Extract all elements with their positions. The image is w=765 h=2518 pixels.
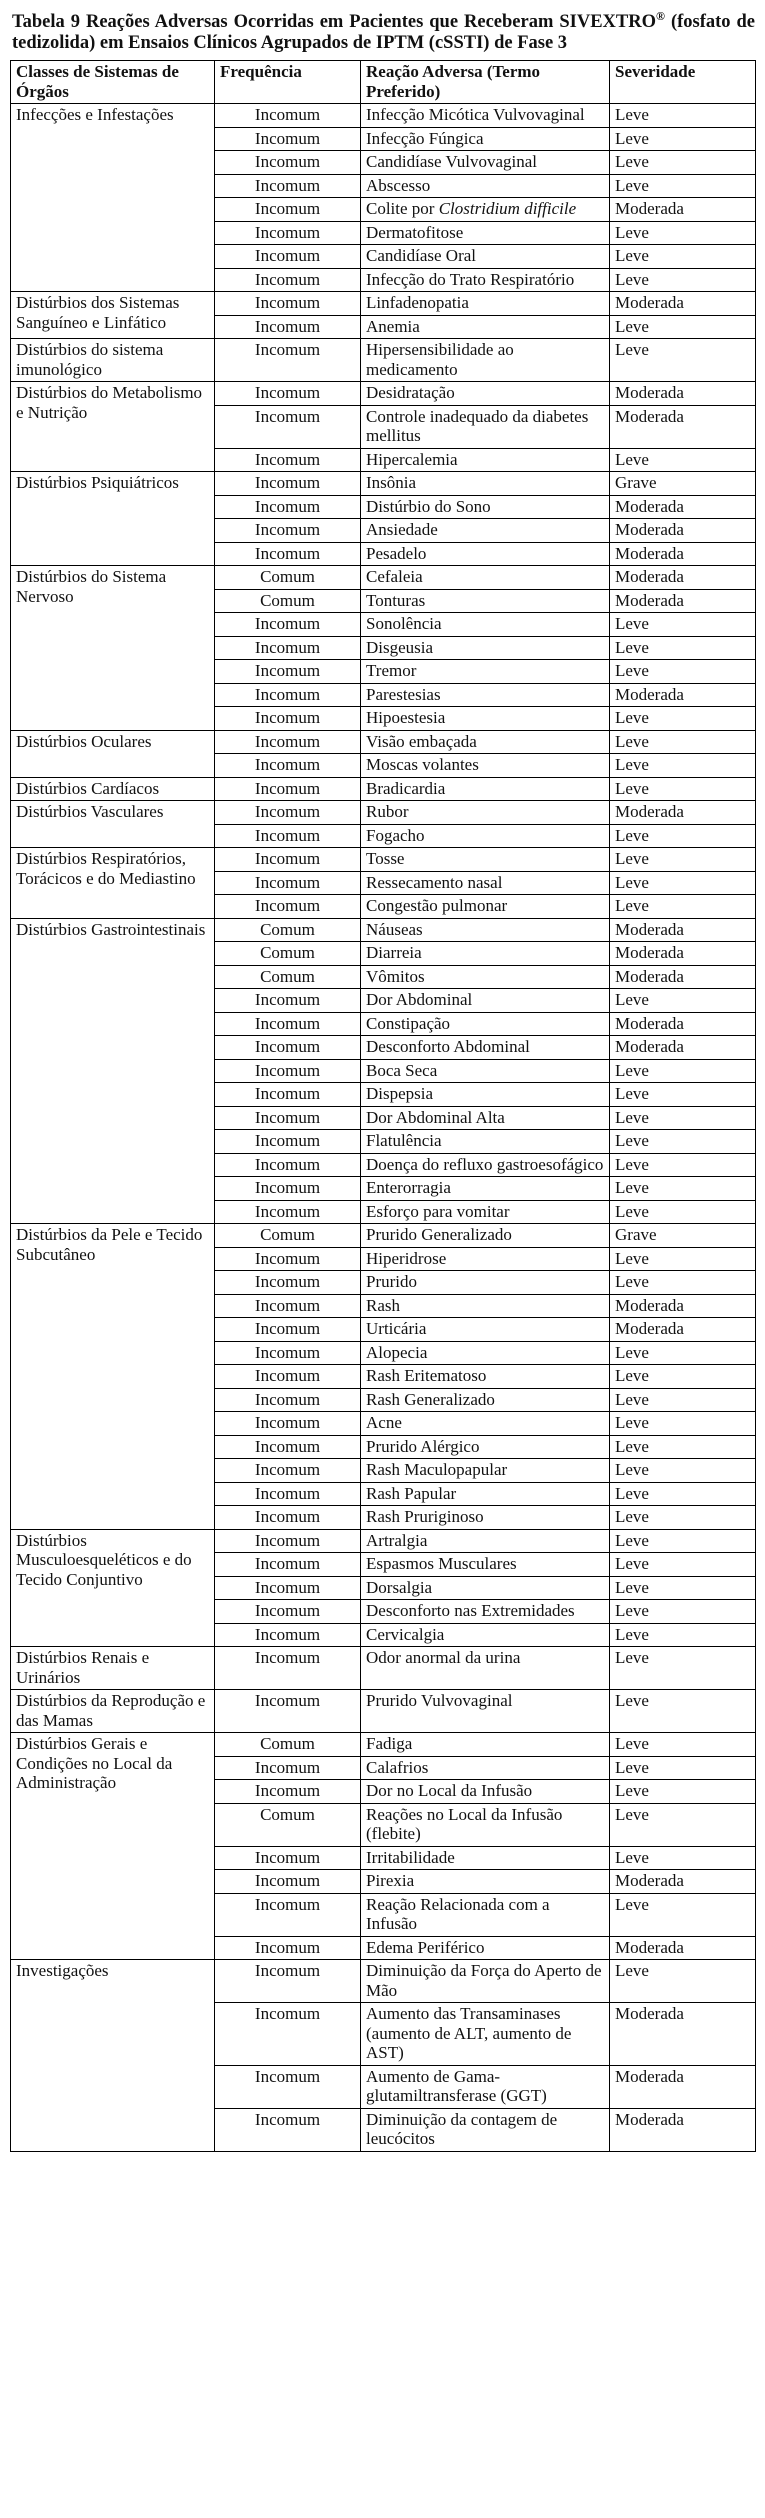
organ-class-cell: Infecções e Infestações <box>11 104 215 292</box>
severity-cell: Moderada <box>610 198 756 222</box>
severity-cell: Leve <box>610 613 756 637</box>
frequency-cell: Incomum <box>215 495 361 519</box>
reaction-cell: Reações no Local da Infusão (flebite) <box>361 1803 610 1846</box>
frequency-cell: Incomum <box>215 613 361 637</box>
severity-cell: Leve <box>610 1435 756 1459</box>
frequency-cell: Incomum <box>215 707 361 731</box>
reaction-cell: Hipersensibilidade ao medicamento <box>361 339 610 382</box>
table-row <box>11 382 756 406</box>
reaction-cell: Boca Seca <box>361 1059 610 1083</box>
header-organ-class: Classes de Sistemas de Órgãos <box>11 61 215 104</box>
table-caption <box>12 6 755 54</box>
frequency-cell: Incomum <box>215 1893 361 1936</box>
reaction-cell: Infecção do Trato Respiratório <box>361 268 610 292</box>
severity-cell: Moderada <box>610 1870 756 1894</box>
frequency-cell: Incomum <box>215 198 361 222</box>
reaction-cell: Enterorragia <box>361 1177 610 1201</box>
severity-cell: Leve <box>610 989 756 1013</box>
severity-cell: Leve <box>610 1083 756 1107</box>
organ-class-cell: Distúrbios Gerais e Condições no Local da Administração <box>11 1733 215 1960</box>
severity-cell: Leve <box>610 730 756 754</box>
reaction-cell <box>361 198 610 222</box>
severity-cell: Moderada <box>610 382 756 406</box>
reaction-cell: Hipercalemia <box>361 448 610 472</box>
reaction-cell: Urticária <box>361 1318 610 1342</box>
frequency-cell: Incomum <box>215 245 361 269</box>
reaction-cell: Aumento das Transaminases (aumento de ALT, aumento de AST) <box>361 2003 610 2066</box>
severity-cell: Leve <box>610 895 756 919</box>
reaction-cell: Esforço para vomitar <box>361 1200 610 1224</box>
frequency-cell: Incomum <box>215 151 361 175</box>
reaction-cell: Diminuição da contagem de leucócitos <box>361 2108 610 2151</box>
frequency-cell: Incomum <box>215 1870 361 1894</box>
severity-cell: Leve <box>610 1365 756 1389</box>
reaction-cell: Ansiedade <box>361 519 610 543</box>
frequency-cell: Incomum <box>215 1412 361 1436</box>
frequency-cell: Incomum <box>215 989 361 1013</box>
table-row <box>11 1647 756 1690</box>
severity-cell: Leve <box>610 1482 756 1506</box>
reaction-cell: Desidratação <box>361 382 610 406</box>
organ-class-cell: Distúrbios da Reprodução e das Mamas <box>11 1690 215 1733</box>
frequency-cell: Incomum <box>215 1341 361 1365</box>
reaction-text: Colite por <box>366 199 435 219</box>
severity-cell: Moderada <box>610 2108 756 2151</box>
severity-cell: Leve <box>610 1106 756 1130</box>
reaction-cell: Prurido Generalizado <box>361 1224 610 1248</box>
frequency-cell: Incomum <box>215 636 361 660</box>
frequency-cell: Incomum <box>215 472 361 496</box>
reaction-cell: Linfadenopatia <box>361 292 610 316</box>
frequency-cell: Incomum <box>215 777 361 801</box>
severity-cell: Leve <box>610 1803 756 1846</box>
table-row <box>11 339 756 382</box>
severity-cell: Leve <box>610 1130 756 1154</box>
registered-mark: ® <box>655 9 665 23</box>
reaction-cell: Aumento de Gama-glutamiltransferase (GGT) <box>361 2065 610 2108</box>
reaction-cell: Rash Eritematoso <box>361 1365 610 1389</box>
reaction-cell: Desconforto nas Extremidades <box>361 1600 610 1624</box>
reaction-cell: Cefaleia <box>361 566 610 590</box>
severity-cell: Leve <box>610 824 756 848</box>
frequency-cell: Incomum <box>215 1294 361 1318</box>
frequency-cell: Incomum <box>215 382 361 406</box>
reaction-cell: Prurido Vulvovaginal <box>361 1690 610 1733</box>
reaction-cell: Constipação <box>361 1012 610 1036</box>
reaction-cell: Edema Periférico <box>361 1936 610 1960</box>
severity-cell: Moderada <box>610 2003 756 2066</box>
table-row <box>11 730 756 754</box>
severity-cell: Leve <box>610 1846 756 1870</box>
adverse-reactions-table <box>10 60 756 2152</box>
reaction-cell: Artralgia <box>361 1529 610 1553</box>
severity-cell: Leve <box>610 1733 756 1757</box>
reaction-cell: Dor no Local da Infusão <box>361 1780 610 1804</box>
severity-cell: Moderada <box>610 2065 756 2108</box>
reaction-cell: Cervicalgia <box>361 1623 610 1647</box>
frequency-cell: Incomum <box>215 1623 361 1647</box>
frequency-cell: Incomum <box>215 1059 361 1083</box>
severity-cell: Moderada <box>610 965 756 989</box>
severity-cell: Moderada <box>610 1036 756 1060</box>
frequency-cell: Incomum <box>215 1130 361 1154</box>
frequency-cell: Incomum <box>215 1553 361 1577</box>
severity-cell: Moderada <box>610 1012 756 1036</box>
severity-cell: Moderada <box>610 918 756 942</box>
severity-cell: Moderada <box>610 405 756 448</box>
reaction-cell: Náuseas <box>361 918 610 942</box>
frequency-cell: Incomum <box>215 801 361 825</box>
frequency-cell: Comum <box>215 965 361 989</box>
severity-cell: Leve <box>610 315 756 339</box>
severity-cell: Leve <box>610 1059 756 1083</box>
reaction-cell: Candidíase Oral <box>361 245 610 269</box>
frequency-cell: Incomum <box>215 1459 361 1483</box>
organ-class-cell: Distúrbios Gastrointestinais <box>11 918 215 1224</box>
frequency-cell: Incomum <box>215 1200 361 1224</box>
frequency-cell: Incomum <box>215 1271 361 1295</box>
severity-cell: Leve <box>610 1388 756 1412</box>
frequency-cell: Incomum <box>215 2108 361 2151</box>
frequency-cell: Comum <box>215 918 361 942</box>
frequency-cell: Incomum <box>215 1012 361 1036</box>
severity-cell: Moderada <box>610 589 756 613</box>
severity-cell: Leve <box>610 660 756 684</box>
reaction-cell: Disgeusia <box>361 636 610 660</box>
reaction-cell: Dor Abdominal Alta <box>361 1106 610 1130</box>
frequency-cell: Incomum <box>215 895 361 919</box>
reaction-cell: Ressecamento nasal <box>361 871 610 895</box>
organ-class-cell: Distúrbios Cardíacos <box>11 777 215 801</box>
reaction-cell: Tonturas <box>361 589 610 613</box>
severity-cell: Leve <box>610 1459 756 1483</box>
frequency-cell: Incomum <box>215 1506 361 1530</box>
reaction-cell: Fadiga <box>361 1733 610 1757</box>
severity-cell: Leve <box>610 707 756 731</box>
table-row <box>11 1690 756 1733</box>
organ-class-cell: Distúrbios Psiquiátricos <box>11 472 215 566</box>
header-frequency: Frequência <box>215 61 361 104</box>
reaction-cell: Rash Papular <box>361 1482 610 1506</box>
frequency-cell: Incomum <box>215 2003 361 2066</box>
frequency-cell: Incomum <box>215 1960 361 2003</box>
reaction-cell: Pesadelo <box>361 542 610 566</box>
table-row <box>11 1733 756 1757</box>
reaction-cell: Controle inadequado da diabetes mellitus <box>361 405 610 448</box>
reaction-cell: Desconforto Abdominal <box>361 1036 610 1060</box>
reaction-cell: Calafrios <box>361 1756 610 1780</box>
reaction-cell: Tremor <box>361 660 610 684</box>
reaction-cell: Hiperidrose <box>361 1247 610 1271</box>
reaction-cell: Alopecia <box>361 1341 610 1365</box>
severity-cell: Moderada <box>610 519 756 543</box>
frequency-cell: Incomum <box>215 1388 361 1412</box>
severity-cell: Leve <box>610 1893 756 1936</box>
reaction-cell: Moscas volantes <box>361 754 610 778</box>
reaction-cell: Rubor <box>361 801 610 825</box>
reaction-cell: Irritabilidade <box>361 1846 610 1870</box>
severity-cell: Leve <box>610 848 756 872</box>
frequency-cell: Incomum <box>215 660 361 684</box>
reaction-cell: Pirexia <box>361 1870 610 1894</box>
organ-class-cell: Distúrbios do Metabolismo e Nutrição <box>11 382 215 472</box>
organ-class-cell: Distúrbios do sistema imunológico <box>11 339 215 382</box>
reaction-cell: Distúrbio do Sono <box>361 495 610 519</box>
reaction-cell: Dermatofitose <box>361 221 610 245</box>
frequency-cell: Incomum <box>215 2065 361 2108</box>
frequency-cell: Incomum <box>215 221 361 245</box>
severity-cell: Leve <box>610 104 756 128</box>
reaction-cell: Insônia <box>361 472 610 496</box>
severity-cell: Moderada <box>610 292 756 316</box>
reaction-cell: Doença do refluxo gastroesofágico <box>361 1153 610 1177</box>
reaction-cell: Abscesso <box>361 174 610 198</box>
reaction-cell: Anemia <box>361 315 610 339</box>
severity-cell: Leve <box>610 221 756 245</box>
table-row <box>11 472 756 496</box>
severity-cell: Leve <box>610 268 756 292</box>
severity-cell: Moderada <box>610 542 756 566</box>
reaction-cell: Dor Abdominal <box>361 989 610 1013</box>
reaction-cell: Infecção Micótica Vulvovaginal <box>361 104 610 128</box>
table-row <box>11 1529 756 1553</box>
frequency-cell: Incomum <box>215 730 361 754</box>
frequency-cell: Incomum <box>215 1083 361 1107</box>
header-row <box>11 61 756 104</box>
frequency-cell: Incomum <box>215 1529 361 1553</box>
frequency-cell: Comum <box>215 566 361 590</box>
frequency-cell: Incomum <box>215 542 361 566</box>
frequency-cell: Incomum <box>215 1936 361 1960</box>
severity-cell: Leve <box>610 1271 756 1295</box>
frequency-cell: Incomum <box>215 1780 361 1804</box>
organ-class-cell: Distúrbios Oculares <box>11 730 215 777</box>
frequency-cell: Incomum <box>215 848 361 872</box>
organ-class-cell: Distúrbios Respiratórios, Torácicos e do Mediastino <box>11 848 215 919</box>
severity-cell: Moderada <box>610 1936 756 1960</box>
reaction-cell: Odor anormal da urina <box>361 1647 610 1690</box>
reaction-cell: Dispepsia <box>361 1083 610 1107</box>
severity-cell: Leve <box>610 174 756 198</box>
reaction-cell: Reação Relacionada com a Infusão <box>361 1893 610 1936</box>
header-reaction: Reação Adversa (Termo Preferido) <box>361 61 610 104</box>
severity-cell: Grave <box>610 472 756 496</box>
reaction-cell: Visão embaçada <box>361 730 610 754</box>
severity-cell: Leve <box>610 1529 756 1553</box>
severity-cell: Leve <box>610 1647 756 1690</box>
frequency-cell: Incomum <box>215 1846 361 1870</box>
severity-cell: Leve <box>610 1623 756 1647</box>
table-row <box>11 848 756 872</box>
reaction-cell: Bradicardia <box>361 777 610 801</box>
organ-class-cell: Distúrbios da Pele e Tecido Subcutâneo <box>11 1224 215 1530</box>
frequency-cell: Incomum <box>215 292 361 316</box>
reaction-cell: Fogacho <box>361 824 610 848</box>
severity-cell: Leve <box>610 1341 756 1365</box>
severity-cell: Moderada <box>610 801 756 825</box>
frequency-cell: Incomum <box>215 268 361 292</box>
frequency-cell: Incomum <box>215 339 361 382</box>
severity-cell: Moderada <box>610 566 756 590</box>
reaction-cell: Sonolência <box>361 613 610 637</box>
reaction-cell: Rash <box>361 1294 610 1318</box>
reaction-cell: Prurido Alérgico <box>361 1435 610 1459</box>
severity-cell: Leve <box>610 1247 756 1271</box>
reaction-cell: Rash Generalizado <box>361 1388 610 1412</box>
frequency-cell: Incomum <box>215 1177 361 1201</box>
frequency-cell: Incomum <box>215 1365 361 1389</box>
table-row <box>11 918 756 942</box>
frequency-cell: Incomum <box>215 1576 361 1600</box>
frequency-cell: Incomum <box>215 448 361 472</box>
severity-cell: Leve <box>610 1756 756 1780</box>
frequency-cell: Incomum <box>215 127 361 151</box>
reaction-cell: Prurido <box>361 1271 610 1295</box>
reaction-cell: Acne <box>361 1412 610 1436</box>
organ-class-cell: Distúrbios do Sistema Nervoso <box>11 566 215 731</box>
severity-cell: Leve <box>610 871 756 895</box>
frequency-cell: Incomum <box>215 174 361 198</box>
table-row <box>11 777 756 801</box>
frequency-cell: Incomum <box>215 754 361 778</box>
reaction-cell: Rash Pruriginoso <box>361 1506 610 1530</box>
severity-cell: Leve <box>610 448 756 472</box>
severity-cell: Moderada <box>610 942 756 966</box>
reaction-cell: Flatulência <box>361 1130 610 1154</box>
reaction-cell: Hipoestesia <box>361 707 610 731</box>
severity-cell: Leve <box>610 1412 756 1436</box>
organ-class-cell: Distúrbios Renais e Urinários <box>11 1647 215 1690</box>
frequency-cell: Incomum <box>215 1482 361 1506</box>
organ-class-cell: Distúrbios dos Sistemas Sanguíneo e Linfático <box>11 292 215 339</box>
table-row <box>11 566 756 590</box>
table-row <box>11 1224 756 1248</box>
frequency-cell: Incomum <box>215 519 361 543</box>
frequency-cell: Incomum <box>215 1435 361 1459</box>
frequency-cell: Incomum <box>215 104 361 128</box>
severity-cell: Leve <box>610 1576 756 1600</box>
caption-text: Tabela 9 Reações Adversas Ocorridas em Pacientes que Receberam SIVEXTRO <box>12 12 656 33</box>
organ-class-cell: Investigações <box>11 1960 215 2152</box>
frequency-cell: Incomum <box>215 1600 361 1624</box>
reaction-cell: Infecção Fúngica <box>361 127 610 151</box>
organ-class-cell: Distúrbios Musculoesqueléticos e do Tecido Conjuntivo <box>11 1529 215 1647</box>
reaction-cell: Candidíase Vulvovaginal <box>361 151 610 175</box>
caption-text-2: (fosfato de tedizolida) em Ensaios Clínicos Agrupados de IPTM (cSSTI) de Fase 3 <box>12 12 756 54</box>
table-row <box>11 292 756 316</box>
severity-cell: Leve <box>610 245 756 269</box>
severity-cell: Moderada <box>610 683 756 707</box>
frequency-cell: Comum <box>215 1733 361 1757</box>
organ-class-cell: Distúrbios Vasculares <box>11 801 215 848</box>
severity-cell: Leve <box>610 636 756 660</box>
severity-cell: Leve <box>610 339 756 382</box>
severity-cell: Leve <box>610 777 756 801</box>
severity-cell: Leve <box>610 1177 756 1201</box>
severity-cell: Leve <box>610 1153 756 1177</box>
frequency-cell: Incomum <box>215 405 361 448</box>
table-body <box>11 104 756 2152</box>
frequency-cell: Comum <box>215 1224 361 1248</box>
frequency-cell: Incomum <box>215 871 361 895</box>
reaction-cell: Espasmos Musculares <box>361 1553 610 1577</box>
frequency-cell: Incomum <box>215 1690 361 1733</box>
severity-cell: Leve <box>610 1690 756 1733</box>
table-row <box>11 1960 756 2003</box>
frequency-cell: Incomum <box>215 1247 361 1271</box>
reaction-organism-italic: Clostridium difficile <box>438 199 577 219</box>
frequency-cell: Incomum <box>215 1153 361 1177</box>
severity-cell: Grave <box>610 1224 756 1248</box>
table-row <box>11 104 756 128</box>
severity-cell: Moderada <box>610 495 756 519</box>
severity-cell: Moderada <box>610 1294 756 1318</box>
frequency-cell: Incomum <box>215 1036 361 1060</box>
severity-cell: Leve <box>610 151 756 175</box>
severity-cell: Leve <box>610 1780 756 1804</box>
frequency-cell: Incomum <box>215 1318 361 1342</box>
reaction-cell: Rash Maculopapular <box>361 1459 610 1483</box>
frequency-cell: Incomum <box>215 1106 361 1130</box>
severity-cell: Leve <box>610 127 756 151</box>
frequency-cell: Comum <box>215 1803 361 1846</box>
severity-cell: Leve <box>610 754 756 778</box>
reaction-cell: Parestesias <box>361 683 610 707</box>
frequency-cell: Incomum <box>215 315 361 339</box>
table-row <box>11 801 756 825</box>
frequency-cell: Incomum <box>215 683 361 707</box>
header-severity: Severidade <box>610 61 756 104</box>
severity-cell: Leve <box>610 1600 756 1624</box>
frequency-cell: Incomum <box>215 1647 361 1690</box>
reaction-cell: Diarreia <box>361 942 610 966</box>
frequency-cell: Incomum <box>215 1756 361 1780</box>
reaction-cell: Congestão pulmonar <box>361 895 610 919</box>
severity-cell: Leve <box>610 1506 756 1530</box>
frequency-cell: Comum <box>215 942 361 966</box>
frequency-cell: Comum <box>215 589 361 613</box>
reaction-cell: Dorsalgia <box>361 1576 610 1600</box>
reaction-cell: Tosse <box>361 848 610 872</box>
severity-cell: Leve <box>610 1553 756 1577</box>
severity-cell: Leve <box>610 1200 756 1224</box>
reaction-cell: Vômitos <box>361 965 610 989</box>
severity-cell: Leve <box>610 1960 756 2003</box>
severity-cell: Moderada <box>610 1318 756 1342</box>
reaction-cell: Diminuição da Força do Aperto de Mão <box>361 1960 610 2003</box>
frequency-cell: Incomum <box>215 824 361 848</box>
